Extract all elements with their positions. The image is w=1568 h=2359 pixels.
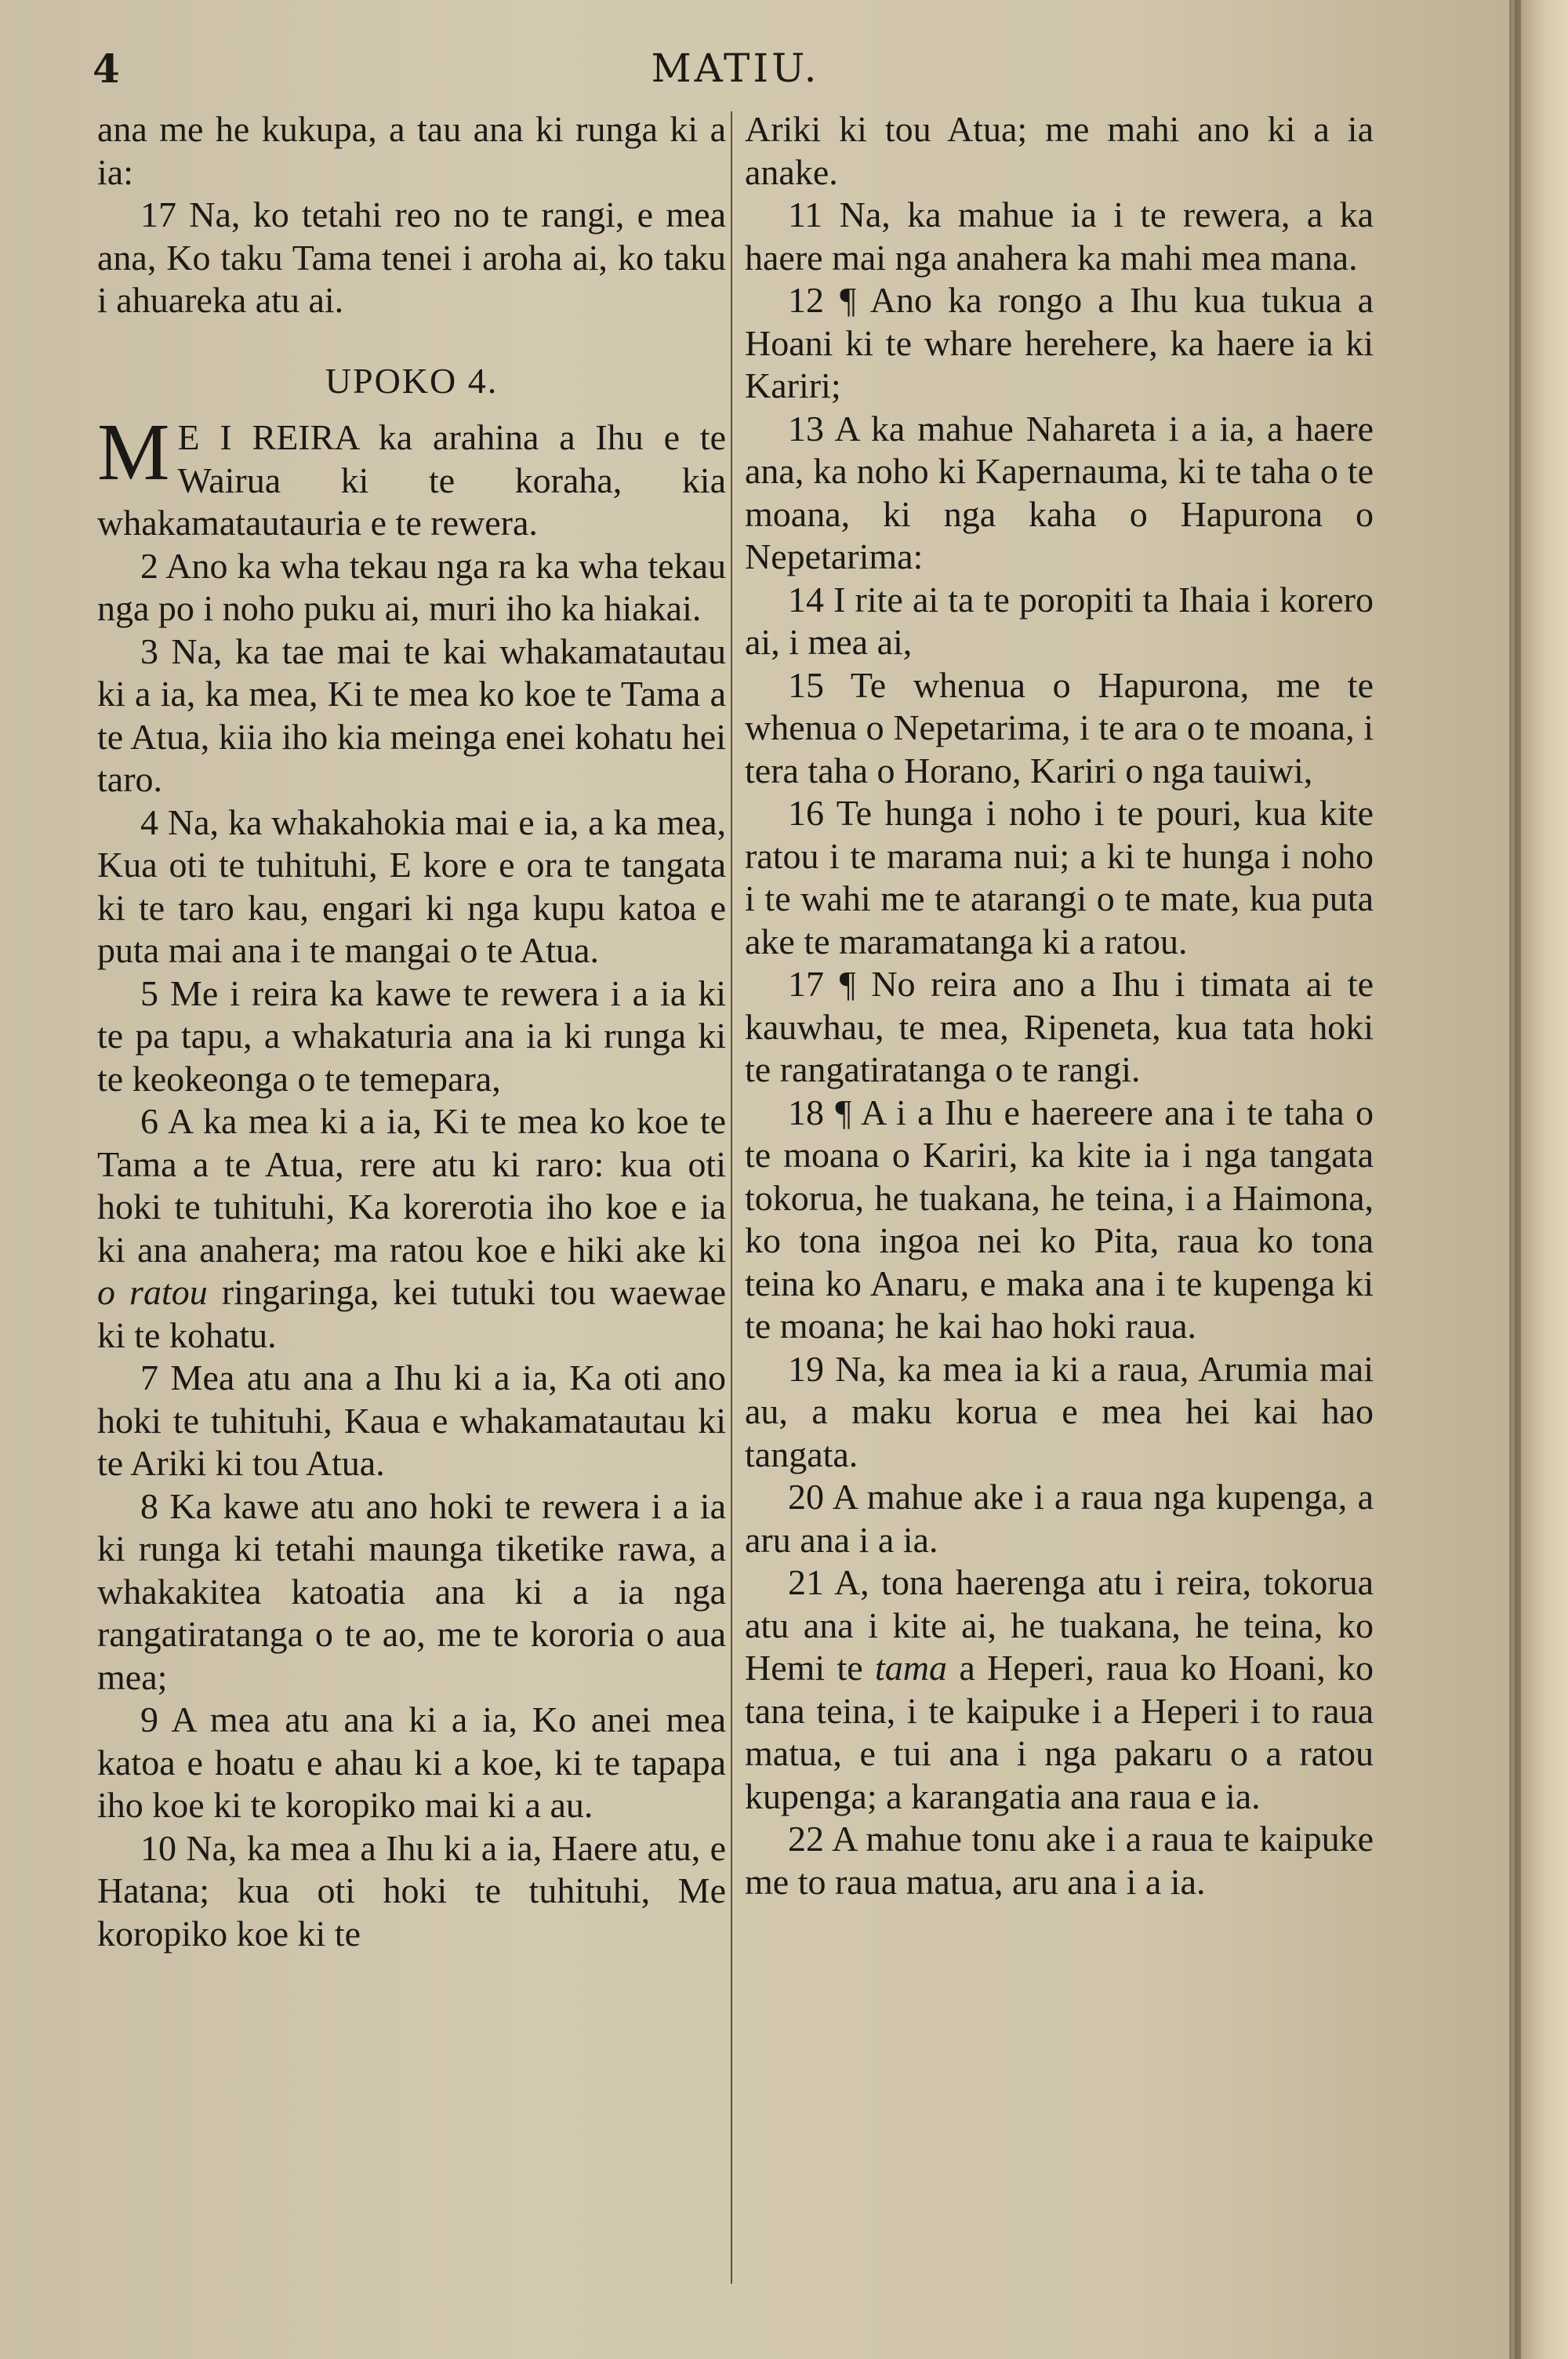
verse-6-text-a: 6 A ka mea ki a ia, Ki te mea ko koe te Tama a te Atua, rere atu ki raro: kua oti hoki te tuhituhi, Ka korerotia iho koe e ia ki ana anahera; ma ratou koe e hiki ake ki — [97, 1101, 726, 1270]
verse-4: 4 Na, ka whakahokia mai e ia, a ka mea, Kua oti te tuhituhi, E kore e ora te tangata ki te taro kau, engari ki nga kupu katoa e puta mai ana i te mangai o te Atua. — [97, 801, 726, 970]
verse-continuation: ana me he kukupa, a tau ana ki runga ki a ia: — [97, 109, 726, 192]
right-column — [745, 108, 1374, 1903]
verse-6 — [97, 1100, 726, 1357]
verse-21-italic: tama — [875, 1648, 948, 1688]
page-header — [93, 45, 1378, 93]
verse-9: 9 A mea atu ana ki a ia, Ko anei mea katoa e hoatu e ahau ki a koe, ki te tapapa iho koe ki te koropiko mai ki a au. — [97, 1699, 726, 1825]
page-number: 4 — [93, 45, 120, 92]
verse-7: 7 Mea atu ana a Ihu ki a ia, Ka oti ano hoki te tuhituhi, Kaua e whakamatautau ki te Ariki ki tou Atua. — [97, 1358, 726, 1483]
verse-6-italic: o ratou — [97, 1272, 208, 1312]
verse-20: 20 A mahue ake i a raua nga kupenga, a aru ana i a ia. — [745, 1477, 1374, 1560]
verse-14: 14 I rite ai ta te poropiti ta Ihaia i korero ai, i mea ai, — [745, 579, 1374, 662]
verse-6-text-b: ringaringa, kei tutuki tou waewae ki te kohatu. — [97, 1272, 726, 1355]
verse-11: 11 Na, ka mahue ia i te rewera, a ka haere mai nga anahera ka mahi mea mana. — [745, 194, 1374, 278]
verse-22: 22 A mahue tonu ake i a raua te kaipuke me to raua matua, aru ana i a ia. — [745, 1819, 1374, 1902]
verse-16: 16 Te hunga i noho i te pouri, kua kite ratou i te marama nui; a ki te hunga i noho i te wahi me te atarangi o te mate, kua puta ake te maramatanga ki a ratou. — [745, 793, 1374, 961]
verse-2: 2 Ano ka wha tekau nga ra ka wha tekau nga po i noho puku ai, muri iho ka hiakai. — [97, 545, 726, 628]
verse-10: 10 Na, ka mea a Ihu ki a ia, Haere atu, e Hatana; kua oti hoki te tuhituhi, Me koropiko koe ki te — [97, 1827, 726, 1954]
page-gutter-shadow — [1515, 0, 1521, 2359]
verse-continuation: Ariki ki tou Atua; me mahi ano ki a ia anake. — [745, 109, 1374, 192]
verse-1 — [97, 407, 726, 545]
left-column — [97, 108, 726, 1955]
verse-17: 17 ¶ No reira ano a Ihu i timata ai te kauwhau, te mea, Ripeneta, kua tata hoki te rangatiratanga o te rangi. — [745, 964, 1374, 1089]
chapter-heading: UPOKO 4. — [325, 360, 499, 401]
verse-18: 18 ¶ A i a Ihu e haereere ana i te taha o te moana o Kariri, ka kite ia i nga tangata tokorua, he tuakana, he teina, i a Haimona, ko tona ingoa nei ko Pita, raua ko tona teina ko Anaru, e maka ana i te kupenga ki te moana; he kai hao hoki raua. — [745, 1092, 1374, 1346]
verse-21-text-b: a Heperi, raua ko Hoani, ko tana teina, i te kaipuke i a Heperi i to raua matua, e tui ana i nga pakaru o a ratou kupenga; a karangatia ana raua e ia. — [745, 1648, 1374, 1816]
verse-17: 17 Na, ko tetahi reo no te rangi, e mea ana, Ko taku Tama tenei i aroha ai, ko taku i ahuareka atu ai. — [97, 194, 726, 320]
column-divider — [731, 111, 732, 2284]
verse-19: 19 Na, ka mea ia ki a raua, Arumia mai au, a maku korua e mea hei kai hao tangata. — [745, 1348, 1374, 1474]
verse-12: 12 ¶ Ano ka rongo a Ihu kua tukua a Hoani ki te whare herehere, ka haere ia ki Kariri; — [745, 280, 1374, 405]
verse-5: 5 Me i reira ka kawe te rewera i a ia ki te pa tapu, a whakaturia ana ia ki runga ki te keokeonga o te temepara, — [97, 972, 726, 1099]
verse-8: 8 Ka kawe atu ano hoki te rewera i a ia ki runga ki tetahi maunga tiketike rawa, a whakakitea katoatia ana ki a ia nga rangatiratanga o te ao, me te kororia o aua mea; — [97, 1485, 726, 1697]
verse-15: 15 Te whenua o Hapurona, me te whenua o Nepetarima, i te ara o te moana, i tera taha o Horano, Kariri o nga tauiwi, — [745, 664, 1374, 791]
verse-3: 3 Na, ka tae mai te kai whakamatautau ki a ia, ka mea, Ki te mea ko koe te Tama a te Atua, kiia iho kia meinga enei kohatu hei taro. — [97, 631, 726, 799]
running-title: MATIU. — [651, 45, 820, 91]
verse-1-text: E I REIRA ka arahina a Ihu e te Wairua ki te koraha, kia whakamatautauria e te rewera. — [97, 417, 726, 543]
verse-13: 13 A ka mahue Nahareta i a ia, a haere ana, ka noho ki Kapernauma, ki te taha o te moana, ki nga kaha o Hapurona o Nepetarima: — [745, 408, 1374, 576]
drop-cap: M — [97, 407, 170, 497]
verse-21 — [745, 1561, 1374, 1818]
verse-21-text-a: 21 A, tona haerenga atu i reira, tokorua atu ana i kite ai, he tuakana, he teina, ko Hemi te — [745, 1562, 1374, 1688]
